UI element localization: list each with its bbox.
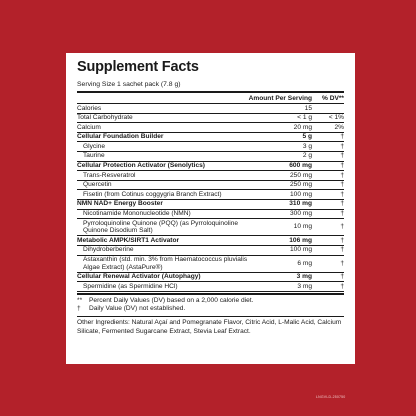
ingredient-name: Trans-Resveratrol (83, 171, 136, 179)
ingredient-name: Nicotinamide Mononucleotide (NMN) (83, 210, 191, 218)
lot-code: LNGVLD-250750 (316, 395, 346, 399)
ingredient-name: Cellular Protection Activator (Senolytics) (77, 162, 205, 170)
ingredient-name: Quercetin (83, 181, 112, 189)
table-row (77, 152, 344, 162)
table-row (77, 142, 344, 152)
footnote-text: Daily Value (DV) not established. (89, 305, 186, 313)
ingredient-dv: † (340, 246, 344, 254)
ingredient-name: Glycine (83, 142, 105, 150)
panel-title: Supplement Facts (77, 59, 199, 75)
table-row (77, 123, 344, 133)
ingredient-name: Cellular Renewal Activator (Autophagy) (77, 273, 201, 281)
ingredient-amount: 15 (304, 104, 312, 112)
column-header-row (77, 94, 344, 104)
footnote-mark: † (77, 305, 81, 313)
table-row (77, 256, 344, 273)
ingredient-dv: † (340, 259, 344, 267)
footnote-dv (77, 297, 344, 306)
ingredient-dv: † (340, 210, 344, 218)
ingredient-amount: 2 g (302, 152, 312, 160)
ingredient-amount: < 1 g (297, 114, 312, 122)
other-ingredients: Other Ingredients: Natural Açaí and Pomegranate Flavor, Citric Acid, L-Malic Acid, Calcium Silicate, Fermented Sugarcane Extract, Stevia Leaf Extract. (77, 319, 342, 335)
footnotes (77, 295, 344, 317)
ingredient-amount: 250 mg (290, 171, 312, 179)
table-row (77, 236, 344, 246)
ingredient-amount: 6 mg (297, 259, 312, 267)
table-row (77, 200, 344, 210)
ingredient-amount: 300 mg (290, 210, 312, 218)
amount-header: Amount Per Serving (248, 95, 312, 102)
ingredient-dv: † (340, 223, 344, 231)
ingredient-name: Calories (77, 104, 102, 112)
ingredient-amount: 3 mg (297, 282, 312, 290)
ingredient-dv: † (340, 171, 344, 179)
ingredient-dv: † (340, 236, 344, 244)
table-row (77, 190, 344, 200)
ingredient-amount: 10 mg (293, 223, 312, 231)
ingredient-amount: 100 mg (290, 246, 312, 254)
table-row (77, 219, 344, 236)
table-row (77, 171, 344, 181)
ingredient-name: Fisetin (from Cotinus coggygria Branch Extract) (83, 190, 222, 198)
ingredient-dv: < 1% (328, 114, 344, 122)
ingredient-amount: 20 mg (293, 123, 312, 131)
ingredient-name: Calcium (77, 123, 101, 131)
table-row (77, 181, 344, 191)
ingredient-dv: † (340, 190, 344, 198)
ingredient-amount: 600 mg (289, 162, 312, 170)
table-row (77, 246, 344, 256)
ingredient-dv: † (340, 152, 344, 160)
ingredient-amount: 106 mg (289, 236, 312, 244)
ingredient-amount: 250 mg (290, 181, 312, 189)
serving-size: Serving Size 1 sachet pack (7.8 g) (77, 80, 344, 93)
ingredient-name: Astaxanthin (std. min. 3% from Haematococcus pluvialis Algae Extract) (AstaPure®) (83, 256, 248, 271)
footnote-text: Percent Daily Values (DV) based on a 2,000 calorie diet. (89, 296, 254, 304)
ingredient-dv: † (340, 181, 344, 189)
ingredient-name: Total Carbohydrate (77, 114, 133, 122)
ingredient-dv: † (340, 162, 344, 170)
ingredient-dv: 2% (334, 123, 344, 131)
ingredient-dv: † (340, 200, 344, 208)
table-row (77, 104, 344, 114)
ingredient-name: NMN NAD+ Energy Booster (77, 200, 163, 208)
table-row (77, 273, 344, 283)
table-row (77, 133, 344, 143)
ingredient-name: Cellular Foundation Builder (77, 133, 164, 141)
table-row (77, 210, 344, 220)
ingredient-amount: 310 mg (289, 200, 312, 208)
facts-table (77, 104, 344, 292)
ingredient-amount: 3 mg (296, 273, 312, 281)
ingredient-dv: † (340, 273, 344, 281)
table-row (77, 114, 344, 124)
ingredient-name: Metabolic AMPK/SIRT1 Activator (77, 236, 180, 244)
footnote-mark: ** (77, 296, 83, 304)
footnote-not-established (77, 305, 344, 314)
ingredient-name: Taurine (83, 152, 105, 160)
dv-header: % DV** (322, 95, 344, 102)
ingredient-amount: 5 g (302, 133, 312, 141)
ingredient-dv: † (340, 282, 344, 290)
ingredient-name: Spermidine (as Spermidine HCl) (83, 282, 178, 290)
ingredient-name: Pyrroloquinoline Quinone (PQQ) (as Pyrroloquinoline Quinone Disodium Salt) (83, 219, 239, 235)
table-row (77, 162, 344, 172)
table-row (77, 282, 344, 292)
ingredient-dv: † (340, 133, 344, 141)
ingredient-amount: 100 mg (290, 190, 312, 198)
ingredient-amount: 3 g (302, 142, 312, 150)
ingredient-dv: † (340, 142, 344, 150)
ingredient-name: Dihydroberberine (83, 246, 134, 254)
supplement-facts-panel (66, 53, 355, 364)
